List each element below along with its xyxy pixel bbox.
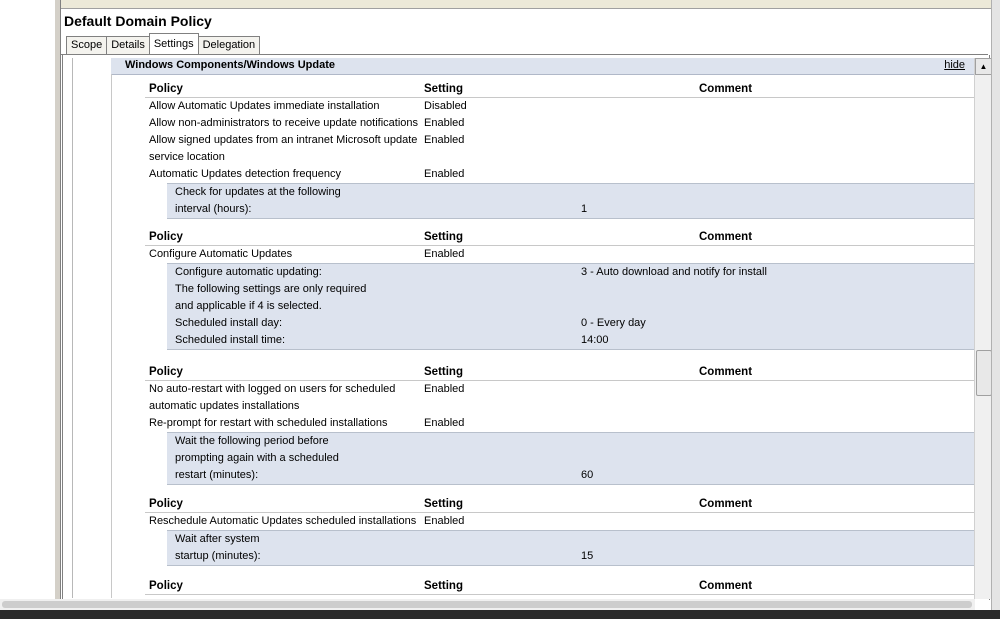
policy-row — [145, 115, 975, 132]
policy-setting: Enabled — [424, 134, 465, 146]
policy-name: Configure Automatic Updates — [149, 248, 293, 260]
detail-row — [167, 264, 975, 281]
pane-splitter[interactable] — [55, 0, 61, 600]
policy-row — [145, 132, 975, 149]
detail-value: 0 - Every day — [581, 317, 646, 329]
detail-label: restart (minutes): — [175, 469, 259, 481]
header-policy: Policy — [149, 498, 183, 510]
detail-value: 3 - Auto download and notify for install — [581, 266, 767, 278]
detail-value: 15 — [581, 550, 594, 562]
left-pane — [0, 0, 56, 600]
policy-row — [145, 166, 975, 183]
detail-label: startup (minutes): — [175, 550, 261, 562]
policy-row — [145, 398, 975, 415]
policy-name: Automatic Updates detection frequency — [149, 168, 342, 180]
window-right-edge — [991, 0, 1000, 610]
policy-setting: Enabled — [424, 117, 465, 129]
detail-row — [167, 184, 975, 201]
policy-block — [145, 577, 975, 595]
header-comment: Comment — [699, 366, 753, 378]
policy-table-header — [145, 80, 975, 98]
policy-block — [145, 363, 975, 485]
detail-row — [167, 450, 975, 467]
policy-detail-panel — [167, 432, 975, 485]
header-policy: Policy — [149, 231, 183, 243]
hide-link[interactable]: hide — [944, 59, 965, 71]
policy-name: No auto-restart with logged on users for scheduled — [149, 383, 396, 395]
header-comment: Comment — [699, 83, 753, 95]
policy-table-header — [145, 228, 975, 246]
tab-delegation[interactable]: Delegation — [198, 36, 261, 54]
policy-name: Allow Automatic Updates immediate installation — [149, 100, 380, 112]
header-policy: Policy — [149, 366, 183, 378]
detail-label: Scheduled install day: — [175, 317, 283, 329]
header-policy: Policy — [149, 83, 183, 95]
policy-name: Re-prompt for restart with scheduled installations — [149, 417, 388, 429]
vertical-scrollbar[interactable] — [974, 58, 992, 599]
detail-label: and applicable if 4 is selected. — [175, 300, 322, 312]
policy-setting: Enabled — [424, 248, 465, 260]
policy-block — [145, 228, 975, 350]
scroll-up-arrow-icon[interactable]: ▲ — [975, 58, 992, 75]
section-header — [111, 58, 975, 75]
detail-value: 60 — [581, 469, 594, 481]
top-rule — [0, 0, 1000, 9]
detail-value: 14:00 — [581, 334, 609, 346]
tab-bar — [66, 34, 259, 54]
header-comment: Comment — [699, 498, 753, 510]
detail-label: Check for updates at the following — [175, 186, 341, 198]
horizontal-scrollbar[interactable] — [0, 599, 975, 610]
detail-label: interval (hours): — [175, 203, 252, 215]
indent-rule — [111, 74, 112, 598]
header-policy: Policy — [149, 580, 183, 592]
policy-row — [145, 415, 975, 432]
detail-row — [167, 201, 975, 218]
policy-block — [145, 495, 975, 566]
policy-setting: Enabled — [424, 515, 465, 527]
policy-setting: Enabled — [424, 383, 465, 395]
policy-block — [145, 80, 975, 219]
detail-row — [167, 531, 975, 548]
detail-row — [167, 315, 975, 332]
detail-label: Wait after system — [175, 533, 260, 545]
policy-name: Allow signed updates from an intranet Microsoft update — [149, 134, 418, 146]
header-setting: Setting — [424, 83, 463, 95]
policy-table-header — [145, 495, 975, 513]
detail-label: Wait the following period before — [175, 435, 329, 447]
policy-name: service location — [149, 151, 225, 163]
detail-row — [167, 298, 975, 315]
section-title: Windows Components/Windows Update — [125, 59, 336, 71]
detail-row — [167, 332, 975, 349]
tab-details[interactable]: Details — [106, 36, 150, 54]
detail-label: Scheduled install time: — [175, 334, 286, 346]
page-title: Default Domain Policy — [64, 13, 212, 29]
detail-row — [167, 467, 975, 484]
detail-row — [167, 548, 975, 565]
scroll-thumb[interactable] — [976, 350, 992, 396]
detail-label: The following settings are only required — [175, 283, 367, 295]
policy-row — [145, 246, 975, 263]
horizontal-scroll-thumb[interactable] — [2, 601, 972, 608]
taskbar-strip — [0, 610, 1000, 619]
tab-settings[interactable]: Settings — [149, 33, 199, 54]
detail-row — [167, 281, 975, 298]
header-comment: Comment — [699, 580, 753, 592]
header-comment: Comment — [699, 231, 753, 243]
policy-name: automatic updates installations — [149, 400, 300, 412]
header-setting: Setting — [424, 231, 463, 243]
policy-table-header — [145, 363, 975, 381]
detail-value: 1 — [581, 203, 588, 215]
policy-row — [145, 98, 975, 115]
settings-report — [72, 58, 975, 598]
policy-setting: Enabled — [424, 168, 465, 180]
header-setting: Setting — [424, 498, 463, 510]
policy-row — [145, 513, 975, 530]
detail-label: Configure automatic updating: — [175, 266, 322, 278]
tab-scope[interactable]: Scope — [66, 36, 107, 54]
policy-name: Allow non-administrators to receive update notifications — [149, 117, 419, 129]
policy-setting: Disabled — [424, 100, 467, 112]
header-setting: Setting — [424, 366, 463, 378]
header-setting: Setting — [424, 580, 463, 592]
policy-row — [145, 149, 975, 166]
detail-label: prompting again with a scheduled — [175, 452, 339, 464]
policy-setting: Enabled — [424, 417, 465, 429]
policy-detail-panel — [167, 530, 975, 566]
policy-detail-panel — [167, 183, 975, 219]
policy-table-header — [145, 577, 975, 595]
policy-detail-panel — [167, 263, 975, 350]
policy-row — [145, 381, 975, 398]
detail-row — [167, 433, 975, 450]
policy-name: Reschedule Automatic Updates scheduled installations — [149, 515, 417, 527]
